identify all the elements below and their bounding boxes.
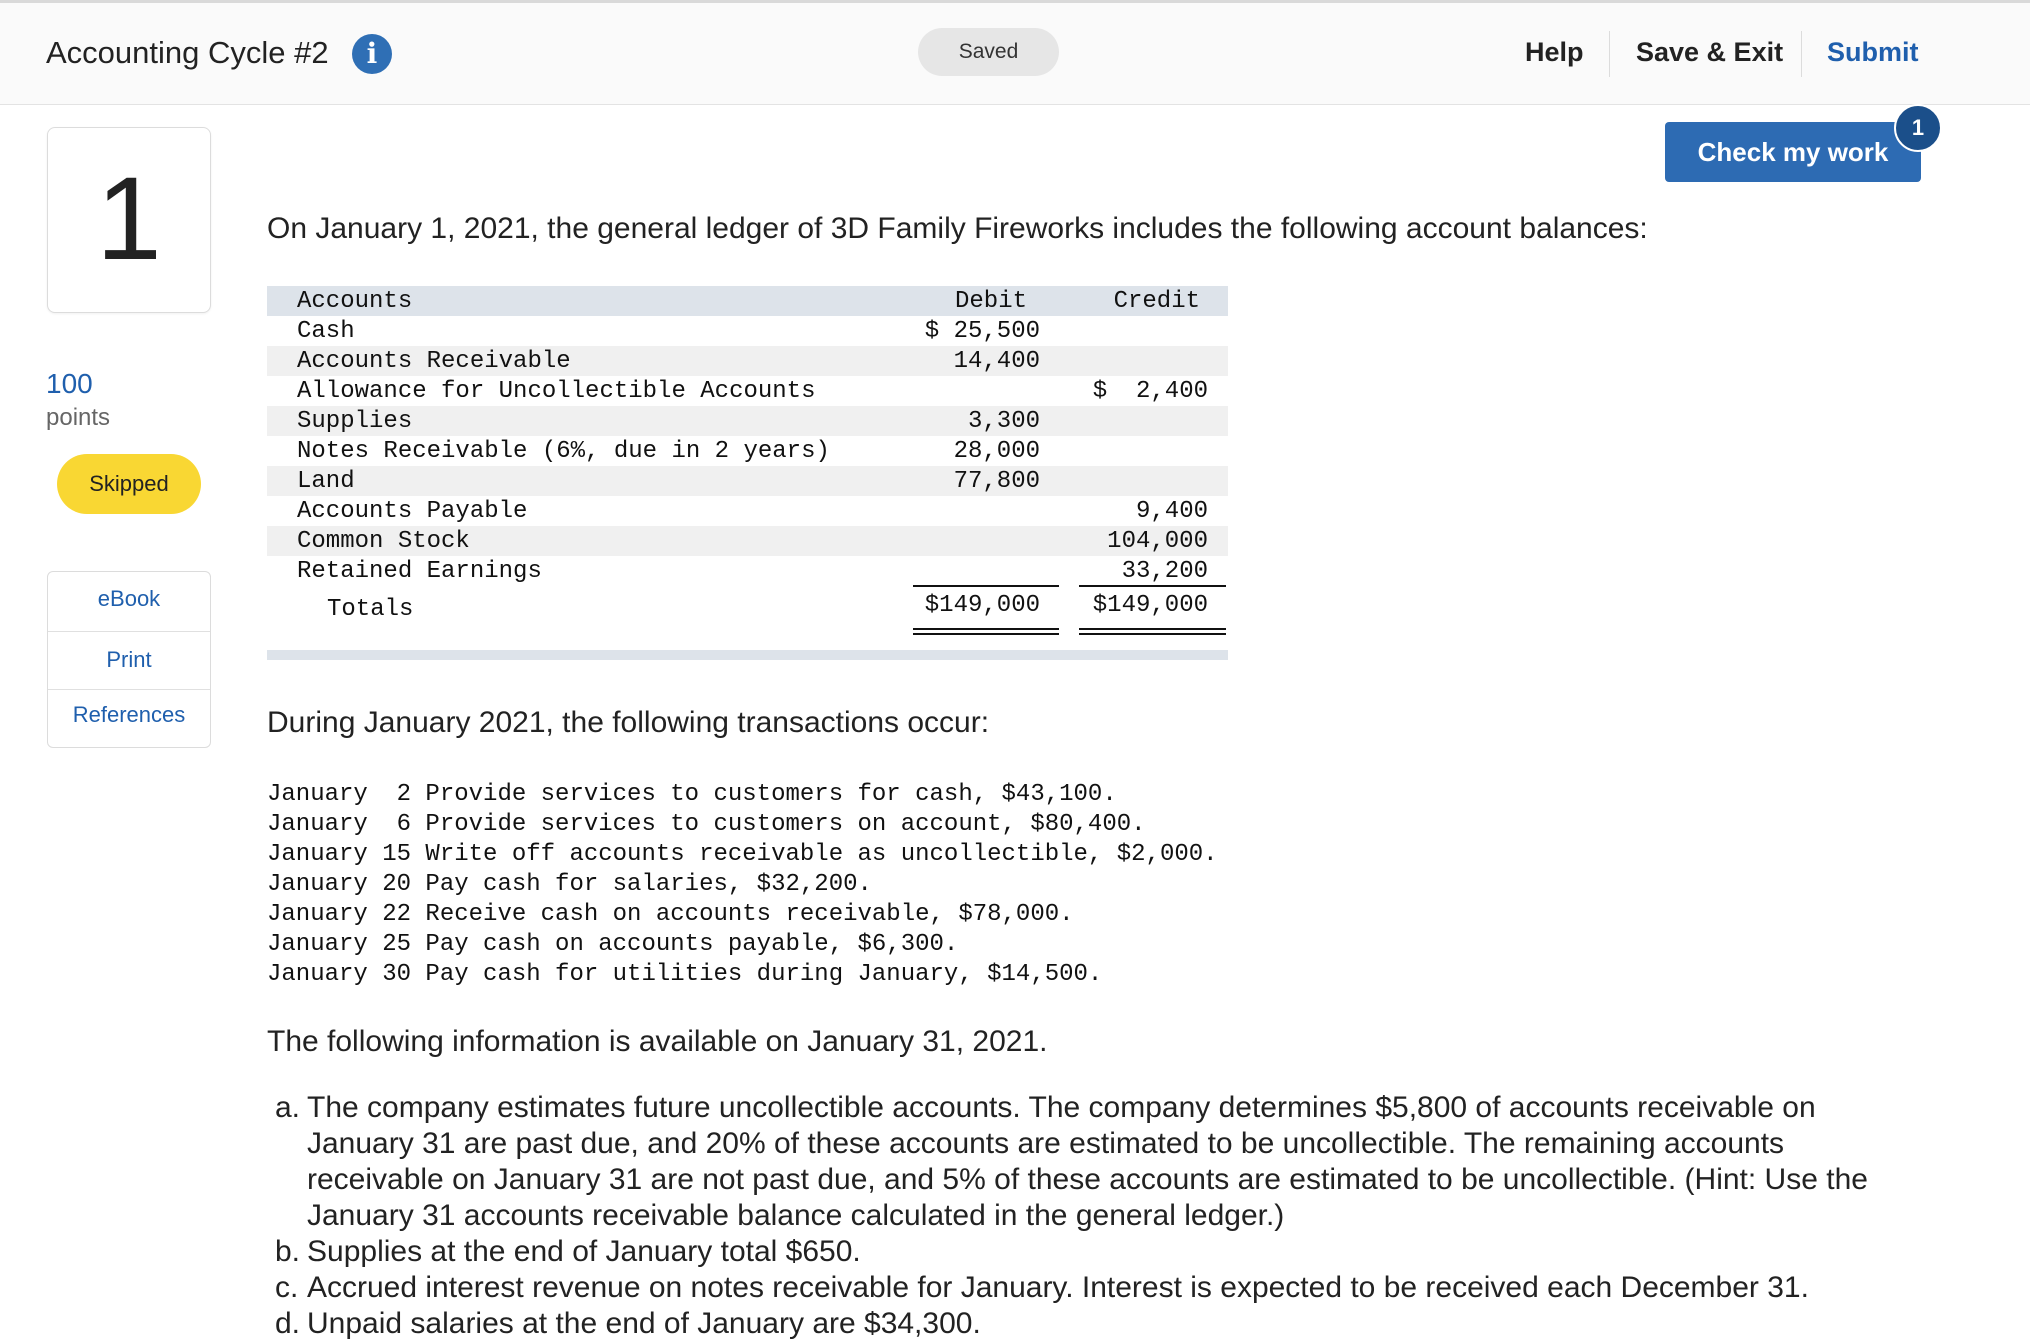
item-label: a.	[275, 1091, 301, 1124]
subtotal-rule	[913, 585, 1059, 587]
ledger-row	[267, 316, 1228, 346]
list-item	[270, 1306, 1910, 1342]
ledger-row	[267, 466, 1228, 496]
item-text: Unpaid salaries at the end of January are $34,300.	[307, 1307, 981, 1340]
totals-credit: $149,000	[1092, 592, 1208, 619]
ledger-totals-row	[267, 594, 1228, 624]
header-divider	[1801, 31, 1802, 77]
divider	[48, 689, 210, 690]
ledger-row	[267, 496, 1228, 526]
print-link[interactable]: Print	[106, 647, 152, 672]
ledger-account: Common Stock	[297, 528, 470, 555]
points-label: points	[46, 404, 111, 431]
total-double-rule	[913, 633, 1059, 635]
transaction-line: January 30 Pay cash for utilities during January, $14,500.	[267, 961, 1103, 988]
transaction-line: January 22 Receive cash on accounts receivable, $78,000.	[267, 901, 1074, 928]
ledger-row	[267, 436, 1228, 466]
ledger-row	[267, 556, 1228, 586]
transactions-list	[267, 780, 1218, 990]
item-text: The company estimates future uncollectible accounts. The company determines $5,800 of accounts receivable on January 31 are past due, and 20% of these accounts are estimated to be uncollectible. The remaining accounts receivable on January 31 are not past due, and 5% of these accounts are estimated to be uncollectible. (Hint: Use the January 31 accounts receivable balance calculated in the general ledger.)	[307, 1091, 1868, 1232]
totals-label: Totals	[327, 596, 414, 623]
transaction-line: January 25 Pay cash on accounts payable, $6,300.	[267, 931, 959, 958]
item-label: d.	[275, 1307, 301, 1340]
help-link[interactable]: Help	[1525, 37, 1584, 67]
ledger-row	[267, 406, 1228, 436]
ledger-bottom-bar	[267, 650, 1228, 660]
info-circle-icon[interactable]: i	[352, 34, 392, 74]
subtotal-rule	[1079, 585, 1226, 587]
ledger-debit: 28,000	[953, 438, 1040, 465]
question-number-card	[47, 127, 211, 313]
save-exit-link[interactable]: Save & Exit	[1636, 37, 1784, 67]
total-double-rule	[1079, 628, 1226, 630]
divider	[48, 631, 210, 632]
ledger-header-row	[267, 286, 1228, 316]
resources-panel	[47, 571, 211, 748]
ledger-header-debit: Debit	[954, 288, 1027, 315]
ledger-header-account: Accounts	[297, 288, 413, 315]
item-text: Accrued interest revenue on notes receivable for January. Interest is expected to be received each December 31.	[307, 1271, 1809, 1304]
transaction-line: January 2 Provide services to customers for cash, $43,100.	[267, 781, 1117, 808]
adjustments-list	[270, 1090, 1910, 1342]
ledger-account: Accounts Payable	[297, 498, 528, 525]
item-text: Supplies at the end of January total $650.	[307, 1235, 861, 1268]
list-item	[270, 1270, 1910, 1306]
ebook-link[interactable]: eBook	[97, 586, 161, 611]
points-value: 100	[46, 368, 93, 399]
ledger-account: Cash	[297, 318, 355, 345]
question-number: 1	[96, 153, 162, 285]
header	[0, 3, 2030, 105]
ledger-row	[267, 346, 1228, 376]
item-label: b.	[275, 1235, 301, 1268]
list-item	[270, 1090, 1910, 1234]
ledger-debit: 77,800	[953, 468, 1040, 495]
saved-status: Saved	[918, 28, 1059, 76]
ledger-header-credit: Credit	[1113, 288, 1200, 315]
references-link[interactable]: References	[72, 702, 186, 727]
ledger-debit: 3,300	[967, 408, 1040, 435]
total-double-rule	[913, 628, 1059, 630]
ledger-row	[267, 376, 1228, 406]
transaction-line: January 15 Write off accounts receivable as uncollectible, $2,000.	[267, 841, 1218, 868]
ledger-row	[267, 526, 1228, 556]
ledger-account: Accounts Receivable	[297, 348, 571, 375]
ledger-account: Notes Receivable (6%, due in 2 years)	[297, 438, 830, 465]
transaction-line: January 20 Pay cash for salaries, $32,200.	[267, 871, 872, 898]
ledger-credit: 33,200	[1121, 558, 1208, 585]
item-label: c.	[275, 1271, 299, 1304]
info-heading: The following information is available on January 31, 2021.	[267, 1025, 1048, 1058]
ledger-account: Land	[297, 468, 355, 495]
list-item	[270, 1234, 1910, 1270]
header-divider	[1609, 31, 1610, 77]
ledger-table	[267, 286, 1228, 661]
ledger-credit: 104,000	[1107, 528, 1208, 555]
assignment-title: Accounting Cycle #2	[46, 35, 329, 70]
ledger-debit: $ 25,500	[924, 318, 1040, 345]
ledger-debit: 14,400	[953, 348, 1040, 375]
ledger-account: Allowance for Uncollectible Accounts	[297, 378, 816, 405]
transaction-line: January 6 Provide services to customers on account, $80,400.	[267, 811, 1146, 838]
status-badge: Skipped	[57, 454, 201, 514]
total-double-rule	[1079, 633, 1226, 635]
ledger-account: Supplies	[297, 408, 413, 435]
intro-text: On January 1, 2021, the general ledger of 3D Family Fireworks includes the following account balances:	[267, 212, 1648, 245]
ledger-account: Retained Earnings	[297, 558, 542, 585]
transactions-heading: During January 2021, the following transactions occur:	[267, 706, 990, 739]
totals-debit: $149,000	[924, 592, 1040, 619]
ledger-credit: $ 2,400	[1092, 378, 1208, 405]
ledger-credit: 9,400	[1135, 498, 1208, 525]
submit-link[interactable]: Submit	[1827, 37, 1919, 67]
check-my-work-button[interactable]: Check my work	[1665, 122, 1921, 182]
attempts-badge: 1	[1894, 104, 1942, 152]
